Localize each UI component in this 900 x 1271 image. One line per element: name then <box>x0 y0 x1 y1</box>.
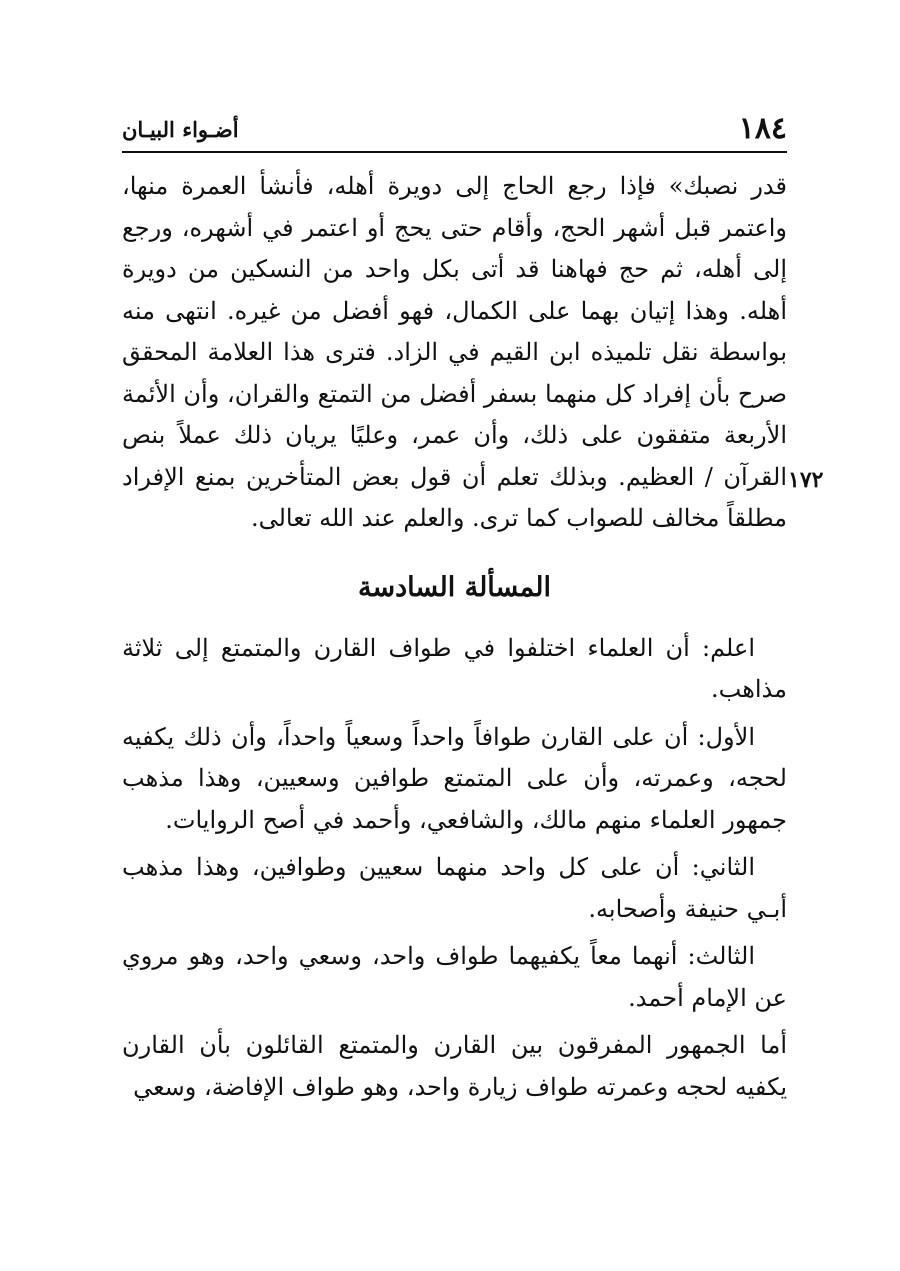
body-text <box>122 166 787 1108</box>
paragraph-third-view: الثالث: أنهما معاً يكفيهما طواف واحد، وسعي واحد، وهو مروي عن الإمام أحمد. <box>122 942 787 1012</box>
paragraph-first-view: الأول: أن على القارن طوافاً واحداً وسعياً واحداً، وأن ذلك يكفيه لحجه، وعمرته، وأن على المتمتع طوافين وسعيين، وهذا مذهب جمهور العلماء منهم مالك، والشافعي، وأحمد في أصح الروايات. <box>122 722 787 834</box>
paragraph-majority-view: أما الجمهور المفرقون بين القارن والمتمتع القائلون بأن القارن يكفيه لحجه وعمرته طواف زيارة واحد، وهو طواف الإفاضة، وسعي <box>122 1031 787 1101</box>
margin-page-reference: ١٧٢ <box>788 467 824 493</box>
header-divider <box>122 151 787 153</box>
paragraph-second-view: الثاني: أن على كل واحد منهما سعيين وطوافين، وهذا مذهب أبـي حنيفة وأصحابه. <box>122 853 787 923</box>
paragraph-intro: اعلم: أن العلماء اختلفوا في طواف القارن والمتمتع إلى ثلاثة مذاهب. <box>122 633 787 703</box>
section-heading: المسألة السادسة <box>358 571 551 603</box>
page-number: ١٨٤ <box>738 111 787 146</box>
running-title: أضـواء البيـان <box>122 117 239 142</box>
paragraph-continuation: قدر نصبك» فإذا رجع الحاج إلى دويرة أهله، فأنشأ العمرة منها، واعتمر قبل أشهر الحج، وأقام حتى يحج أو اعتمر في أشهره، ورجع إلى أهله، ثم حج فهاهنا قد أتى بكل واحد من النسكين من دويرة أهله. وهذا إتيان بهما على الكمال، فهو أفضل من غيره. انتهى منه بواسطة نقل تلميذه ابن القيم في الزاد. فترى هذا العلامة المحقق صرح بأن إفراد كل منهما بسفر أفضل من التمتع والقران، وأن الأئمة الأربعة متفقون على ذلك، وأن عمر، وعليًا يريان ذلك عملاً بنص القرآن / العظيم. وبذلك تعلم أن قول بعض المتأخرين بمنع الإفراد مطلقاً مخالف للصواب كما ترى. والعلم عند الله تعالى. <box>122 172 787 532</box>
page-header <box>122 108 787 148</box>
